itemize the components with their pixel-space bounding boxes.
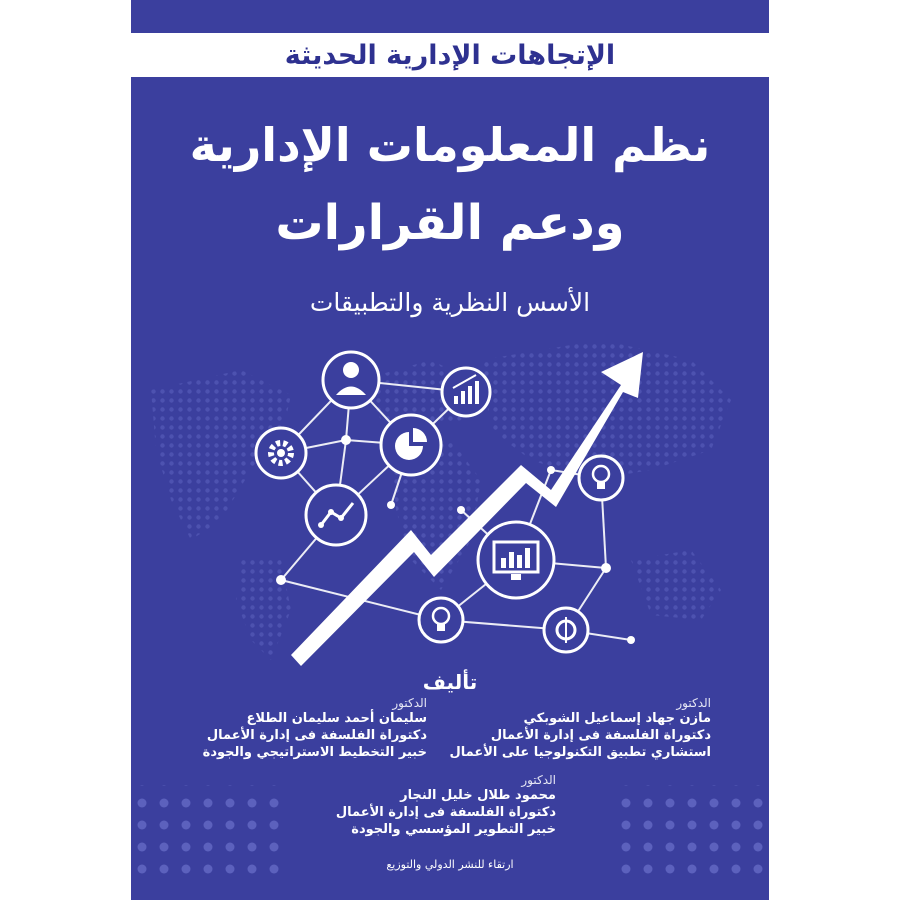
author-name: سليمان أحمد سليمان الطلاع: [246, 711, 427, 726]
trend-line-icon: [306, 485, 366, 545]
author-degree: الدكتور: [676, 696, 711, 710]
author-2: [203, 696, 427, 761]
book-title-line-1: نظم المعلومات الإدارية: [189, 118, 711, 172]
series-title: الإتجاهات الإدارية الحديثة: [284, 39, 616, 71]
book-subtitle: الأسس النظرية والتطبيقات: [309, 288, 591, 317]
author-role: استشاري تطبيق التكنولوجيا على الأعمال: [449, 745, 711, 760]
pie-chart-icon: [381, 415, 441, 475]
publisher-name: ارتقاء للنشر الدولي والتوزيع: [386, 858, 514, 871]
author-degree: الدكتور: [521, 773, 556, 787]
author-qualification: دكتوراة الفلسفة فى إدارة الأعمال: [206, 728, 427, 743]
author-1: [449, 696, 711, 761]
person-icon: [323, 352, 379, 408]
author-name: مازن جهاد إسماعيل الشوبكي: [523, 711, 711, 726]
network-illustration: [131, 0, 769, 900]
author-3: [336, 773, 556, 838]
author-label: تأليف: [422, 670, 478, 694]
author-role: خبير التطوير المؤسسي والجودة: [351, 822, 556, 837]
author-degree: الدكتور: [392, 696, 427, 710]
monitor-chart-icon: [478, 522, 554, 598]
author-name: محمود طلال خليل النجار: [400, 788, 556, 803]
lightbulb-icon: [579, 456, 623, 500]
coin-icon: [544, 608, 588, 652]
lightbulb-icon: [419, 598, 463, 642]
gear-icon: [256, 428, 306, 478]
book-title-line-2: ودعم القرارات: [275, 195, 625, 251]
book-cover: [131, 0, 769, 900]
author-qualification: دكتوراة الفلسفة فى إدارة الأعمال: [490, 728, 711, 743]
author-qualification: دكتوراة الفلسفة فى إدارة الأعمال: [335, 805, 556, 820]
author-role: خبير التخطيط الاستراتيجي والجودة: [202, 745, 427, 760]
growth-chart-icon: [442, 368, 490, 416]
